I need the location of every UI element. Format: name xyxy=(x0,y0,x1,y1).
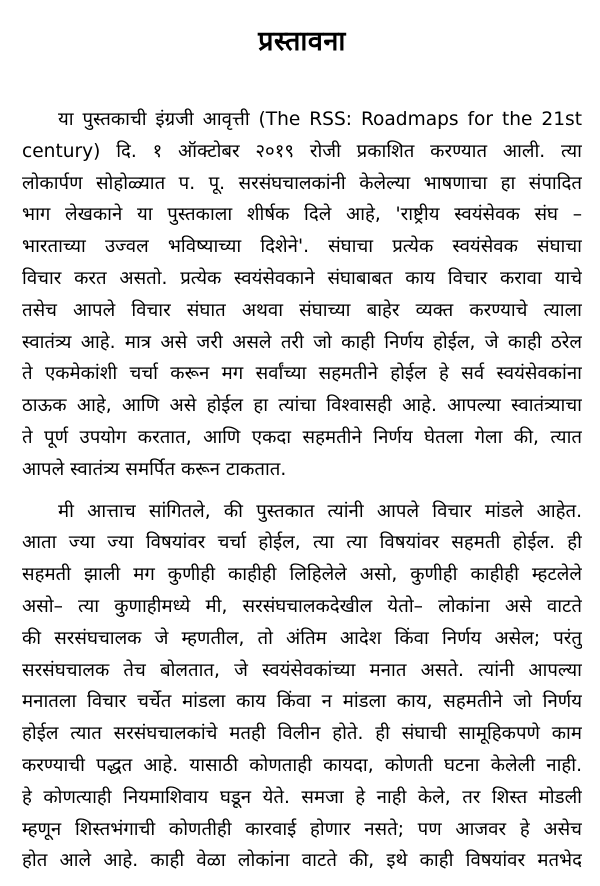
text-line: होत आले आहे. काही वेळा लोकांना वाटते की, इथे काही विषयांवर मतभेद xyxy=(22,850,582,872)
text-line: आपले स्वातंत्र्य समर्पित करून टाकतात. xyxy=(22,458,287,480)
text-line: ठाऊक आहे, आणि असे होईल हा त्यांचा विश्वासही आहे. आपल्या स्वातंत्र्याचा xyxy=(22,395,582,417)
paragraph-1 xyxy=(22,104,582,486)
text-line: century) दि. १ ऑक्टोबर २०१९ रोजी प्रकाशित करण्यात आली. त्या xyxy=(22,140,582,162)
text-line: होईल त्यात सरसंघचालकांचे मतही विलीन होते. ही संघाची सामूहिकपणे काम xyxy=(22,723,582,745)
text-line: हे कोणत्याही नियमाशिवाय घडून येते. समजा हे नाही केले, तर शिस्त मोडली xyxy=(22,786,582,808)
paragraph-2 xyxy=(22,496,582,878)
text-line: की सरसंघचालक जे म्हणतील, तो अंतिम आदेश किंवा निर्णय असेल; परंतु xyxy=(22,627,582,649)
text-line: म्हणून शिस्तभंगाची कोणतीही कारवाई होणार नसते; पण आजवर हे असेच xyxy=(22,818,582,840)
text-line: लोकार्पण सोहोळ्यात प. पू. सरसंघचालकांनी केलेल्या भाषणाचा हा संपादित xyxy=(22,172,582,194)
text-line: असो– त्या कुणाहीमध्ये मी, सरसंघचालकदेखील येतो– लोकांना असे वाटते xyxy=(22,595,582,617)
text-line: सहमती झाली मग कुणीही काहीही लिहिलेले असो, कुणीही काहीही म्हटलेले xyxy=(22,564,582,586)
text-line: भाग लेखकाने या पुस्तकाला शीर्षक दिले आहे, 'राष्ट्रीय स्वयंसेवक संघ – xyxy=(22,204,582,226)
text-line: सरसंघचालक तेच बोलतात, जे स्वयंसेवकांच्या मनात असते. त्यांनी आपल्या xyxy=(22,659,582,681)
page-title: प्रस्तावना xyxy=(258,26,346,57)
text-line: ते पूर्ण उपयोग करतात, आणि एकदा सहमतीने निर्णय घेतला गेला की, त्यात xyxy=(22,426,582,448)
text-line: मी आत्ताच सांगितले, की पुस्तकात त्यांनी आपले विचार मांडले आहेत. xyxy=(58,500,582,522)
text-line: आता ज्या ज्या विषयांवर चर्चा होईल, त्या त्या विषयांवर सहमती होईल. ही xyxy=(22,532,582,554)
text-line: तसेच आपले विचार संघात अथवा संघाच्या बाहेर व्यक्त करण्याचे त्याला xyxy=(22,299,582,321)
text-line: मनातला विचार चर्चेत मांडला काय किंवा न मांडला काय, सहमतीने जो निर्णय xyxy=(22,691,582,713)
text-line: करण्याची पद्धत आहे. यासाठी कोणताही कायदा, कोणती घटना केलेली नाही. xyxy=(22,754,582,776)
text-line: विचार करत असतो. प्रत्येक स्वयंसेवकाने संघाबाबत काय विचार करावा याचे xyxy=(22,267,582,289)
text-line: स्वातंत्र्य आहे. मात्र असे जरी असले तरी जो काही निर्णय होईल, जे काही ठरेल xyxy=(22,331,582,353)
text-line: ते एकमेकांशी चर्चा करून मग सर्वांच्या सहमतीने होईल हे सर्व स्वयंसेवकांना xyxy=(22,363,582,385)
text-line: या पुस्तकाची इंग्रजी आवृत्ती (The RSS: Roadmaps for the 21st xyxy=(58,109,582,130)
text-line: भारताच्या उज्वल भविष्याच्या दिशेने'. संघाचा प्रत्येक स्वयंसेवक संघाचा xyxy=(22,236,582,258)
